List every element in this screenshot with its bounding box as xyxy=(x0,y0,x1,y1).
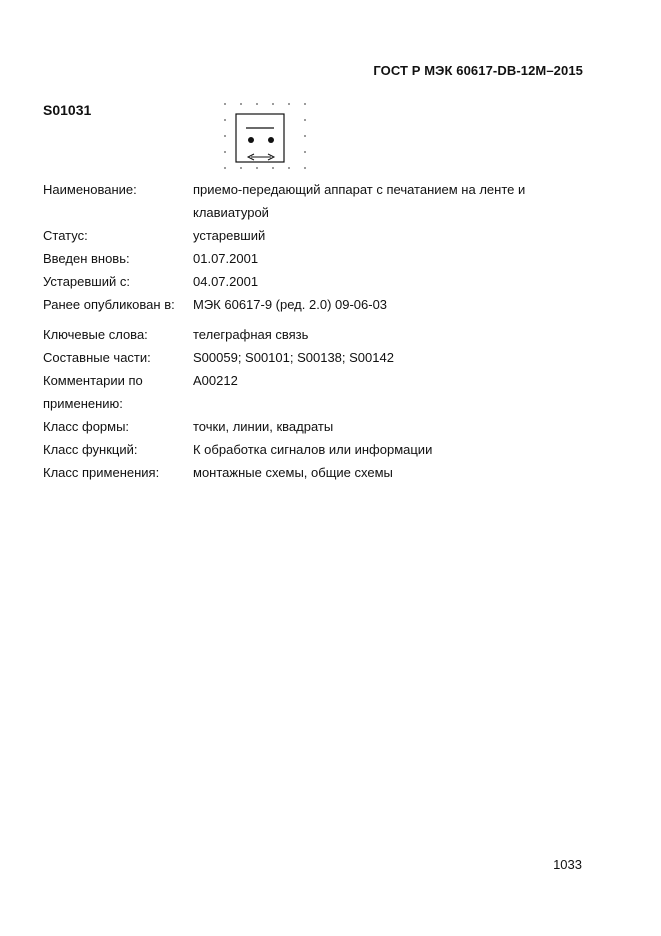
field-value: 04.07.2001 xyxy=(193,274,259,289)
symbol-properties xyxy=(43,178,583,484)
field-name xyxy=(43,178,583,224)
field-value: телеграфная связь xyxy=(193,327,309,342)
field-value: приемо-передающий аппарат с печатанием на ленте и клавиатурой xyxy=(193,182,526,220)
field-label: Ключевые слова: xyxy=(43,327,148,342)
field-keywords xyxy=(43,323,583,346)
field-label: Класс применения: xyxy=(43,465,160,480)
field-label: Ранее опубликован в: xyxy=(43,297,175,312)
telegraph-symbol-icon xyxy=(220,100,310,175)
field-label: Наименование: xyxy=(43,182,137,197)
field-value: 01.07.2001 xyxy=(193,251,259,266)
field-status xyxy=(43,224,583,247)
field-value: устаревший xyxy=(193,228,266,243)
field-application-notes xyxy=(43,369,583,415)
symbol-code: S01031 xyxy=(43,102,92,118)
field-value: точки, линии, квадраты xyxy=(193,419,334,434)
page-number: 1033 xyxy=(553,857,582,872)
field-label: Класс функций: xyxy=(43,442,138,457)
field-value: S00059; S00101; S00138; S00142 xyxy=(193,350,394,365)
field-label: Введен вновь: xyxy=(43,251,130,266)
field-value: МЭК 60617-9 (ред. 2.0) 09-06-03 xyxy=(193,297,388,312)
field-label: Комментарии по применению: xyxy=(43,373,143,411)
field-components xyxy=(43,346,583,369)
field-label: Статус: xyxy=(43,228,88,243)
field-previously-published xyxy=(43,293,583,316)
field-value: К обработка сигналов или информации xyxy=(193,442,433,457)
field-value: монтажные схемы, общие схемы xyxy=(193,465,393,480)
field-application-class xyxy=(43,461,583,484)
field-obsolete-since xyxy=(43,270,583,293)
field-value: A00212 xyxy=(193,373,238,388)
field-shape-class xyxy=(43,415,583,438)
field-label: Класс формы: xyxy=(43,419,130,434)
field-label: Устаревший с: xyxy=(43,274,130,289)
document-header: ГОСТ Р МЭК 60617-DB-12M–2015 xyxy=(373,63,583,78)
field-introduced xyxy=(43,247,583,270)
field-label: Составные части: xyxy=(43,350,151,365)
field-function-class xyxy=(43,438,583,461)
